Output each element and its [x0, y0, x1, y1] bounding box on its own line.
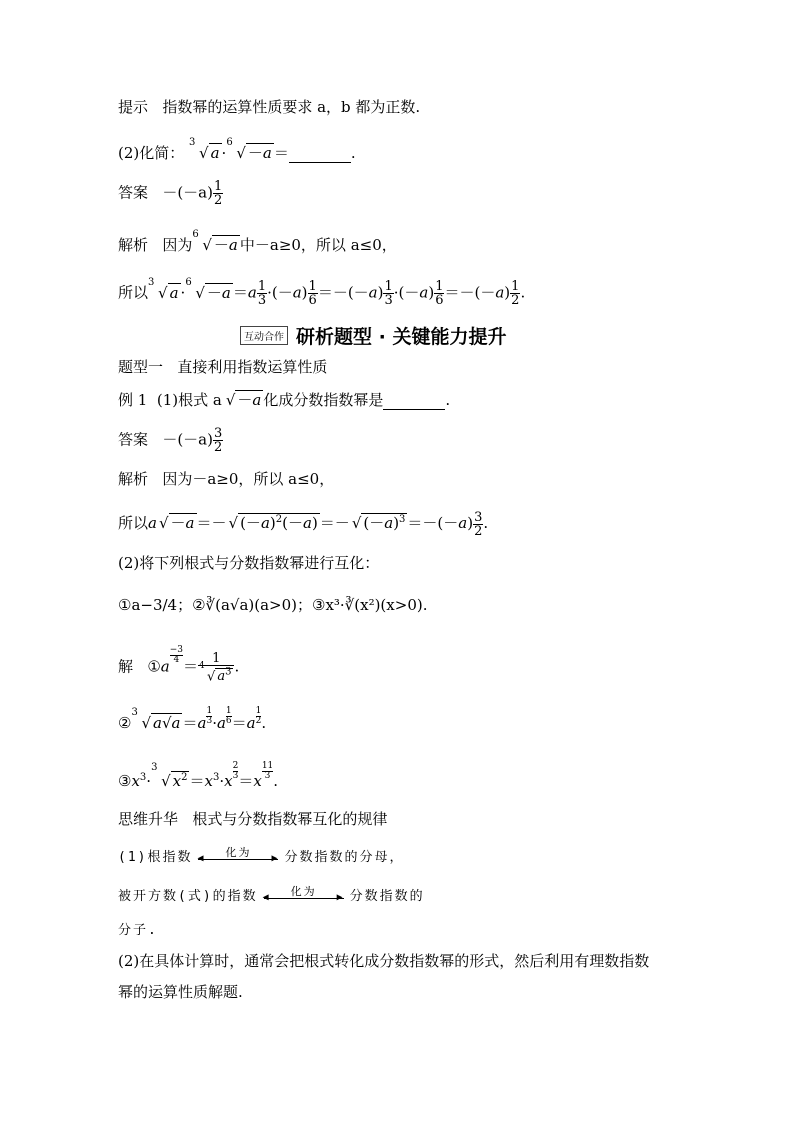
- section-title: 研析题型 · 关键能力提升: [296, 326, 507, 348]
- solution-label: 解: [118, 657, 134, 676]
- section-heading: [240, 322, 506, 349]
- rule-2-line: 被开方数(式)的指数 化为 ◀ ▶ 分数指数的: [118, 884, 425, 904]
- exponent-fraction: $\frac{1}{2}$: [213, 179, 223, 208]
- hint-text: 指数幂的运算性质要求 a，b 都为正数.: [162, 98, 421, 116]
- rule-3-line: 分子.: [118, 923, 158, 938]
- explanation-1-label: 解析: [118, 236, 149, 254]
- summary-heading: [118, 809, 387, 829]
- items-text: ①a−3/4；②∛(a√a)(a>0)；③x³·∛(x²)(x>0).: [118, 596, 428, 614]
- summary-title: 根式与分数指数幂互化的规律: [192, 810, 388, 828]
- section-badge: 互动合作: [240, 326, 288, 345]
- question-3-text: (2)将下列根式与分数指数幂进行互化：: [118, 554, 380, 572]
- answer-blank: [289, 162, 351, 163]
- type-1-line: [118, 357, 327, 377]
- cube-root: 3 √ a: [189, 137, 220, 162]
- answer-1-label: 答案: [118, 183, 149, 202]
- paragraph-2-line2: 幂的运算性质解题.: [118, 983, 243, 1001]
- type-1-label: 题型一: [118, 358, 164, 376]
- sixth-root: 6 √ －a: [226, 137, 272, 162]
- summary-label: 思维升华: [118, 810, 179, 828]
- answer-2-label: 答案: [118, 430, 149, 449]
- question-2-label: (2)化简：: [118, 144, 185, 162]
- hint-label: 提示: [118, 98, 149, 116]
- explanation-2-line2: 所以a √ －a ＝－ √ $(-a)^2(-a)$ ＝－ √ $(-a)^3 =-(-a)$ $\frac{3}{2}$ .: [118, 509, 489, 539]
- answer-2-line: [118, 427, 223, 454]
- solution-line2: ② 3 √ a√a ＝a $\frac{1}{3}$ ·a $\frac{1}{6}$ ＝a $\frac{1}{2}$ .: [118, 706, 267, 732]
- question-2-line: (2)化简： 3 √ a · 6 √ －a ＝ .: [118, 137, 356, 162]
- answer-1-value: －(－a): [162, 183, 213, 202]
- explanation-2-label: 解析: [118, 470, 149, 488]
- answer-1-line: [118, 180, 223, 207]
- exponent-fraction: $\frac{3}{2}$: [213, 426, 223, 455]
- type-1-title: 直接利用指数运算性质: [177, 358, 328, 376]
- hint-line: [118, 97, 420, 117]
- double-arrow: 化为 ◀ ▶: [262, 884, 345, 903]
- question-3-line: [118, 553, 379, 573]
- double-arrow: 化为 ◀ ▶: [197, 845, 280, 864]
- explanation-1-line2: 所以 3 √ a · 6 √ －a ＝a $\frac{1}{3}$ ·(－a) $\frac{1}{6}$ ＝－(－a) $\frac{1}{3}$ ·(－a) $\frac{1}{6}$ ＝－(－a) $\frac{1}{2}$ .: [118, 276, 526, 308]
- paragraph-2-line1: (2)在具体计算时，通常会把根式转化成分数指数幂的形式，然后利用有理数指数: [118, 952, 650, 970]
- answer-2-value: －(－a): [162, 430, 213, 449]
- solution-line1: 解 ①a $\frac{-3}{4}$ ＝ 1 4 √ $a^3$ .: [118, 645, 240, 685]
- example-1-label: 例 1: [118, 391, 148, 409]
- answer-blank: [383, 409, 445, 410]
- explanation-1-line1: 解析 因为 6 √ －a 中－a≥0，所以 a≤0，: [118, 229, 397, 254]
- items-line: [118, 595, 427, 615]
- explanation-2-line1: 解析 因为－a≥0，所以 a≤0，: [118, 470, 335, 488]
- example-1-line: 例 1 (1)根式 a √ －a 化成分数指数幂是 .: [118, 391, 451, 409]
- rule-1-line: (1)根指数 化为 ◀ ▶ 分数指数的分母，: [118, 845, 405, 865]
- solution-line3: $③x^3\cdot$ 3 √ $x^2 =x^3\cdot x$ $\frac{2}{3}$ ＝x $\frac{11}{3}$ .: [118, 761, 279, 790]
